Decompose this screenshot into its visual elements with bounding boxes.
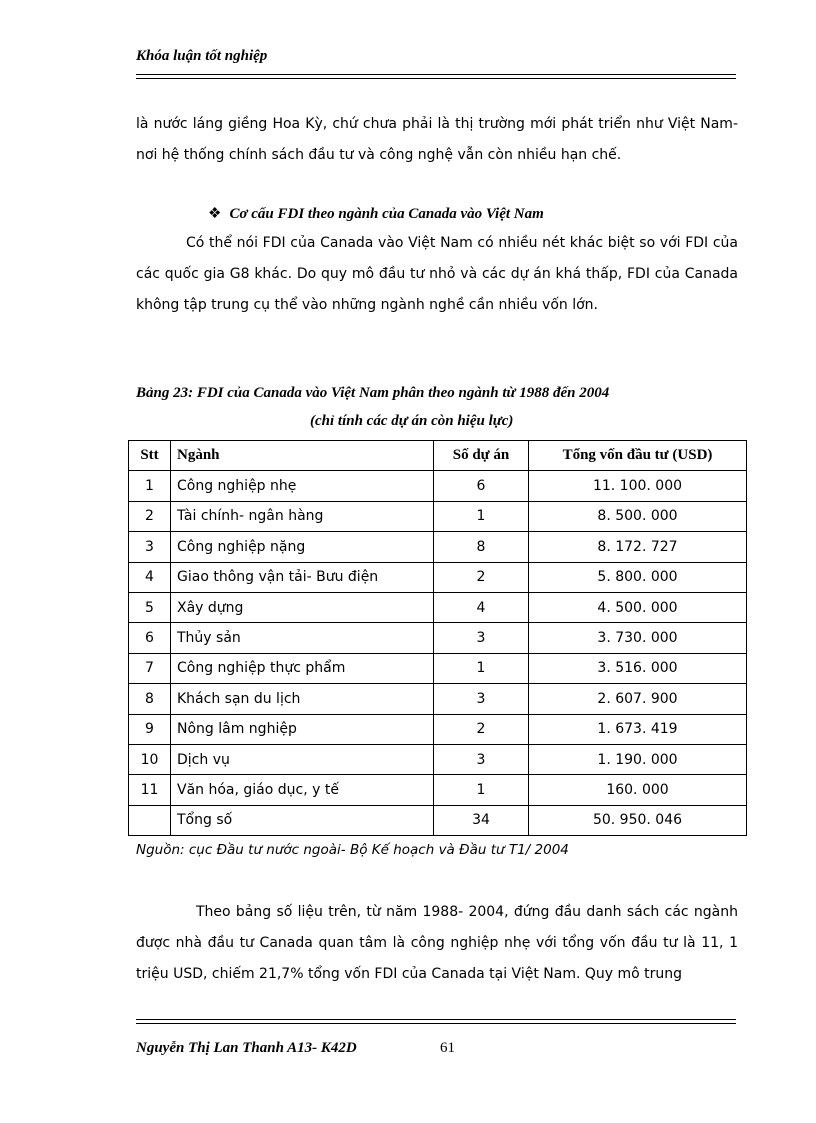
cell-sector: Thủy sản xyxy=(171,623,434,653)
cell-sector: Tài chính- ngân hàng xyxy=(171,501,434,531)
cell-stt: 4 xyxy=(129,562,171,592)
table-row xyxy=(129,744,747,774)
cell-sector: Văn hóa, giáo dục, y tế xyxy=(171,775,434,805)
cell-sector: Nông lâm nghiệp xyxy=(171,714,434,744)
table-row xyxy=(129,623,747,653)
cell-projects: 3 xyxy=(434,744,529,774)
table-subcaption: (chỉ tính các dự án còn hiệu lực) xyxy=(310,413,514,429)
cell-stt: 8 xyxy=(129,684,171,714)
cell-stt: 6 xyxy=(129,623,171,653)
cell-stt: 11 xyxy=(129,775,171,805)
cell-stt: 3 xyxy=(129,532,171,562)
paragraph-intro: là nước láng giềng Hoa Kỳ, chứ chưa phải là thị trường mới phát triển như Việt Nam- nơi hệ thống chính sách đầu tư và công nghệ vẫn còn nhiều hạn chế. xyxy=(136,116,738,163)
cell-capital: 5. 800. 000 xyxy=(529,562,747,592)
header-projects: Số dự án xyxy=(434,441,529,471)
cell-capital: 8. 172. 727 xyxy=(529,532,747,562)
cell-sector: Xây dựng xyxy=(171,592,434,622)
cell-sector: Giao thông vận tải- Bưu điện xyxy=(171,562,434,592)
section-heading-text: Cơ cấu FDI theo ngành của Canada vào Việt Nam xyxy=(229,206,544,222)
table-header-row xyxy=(129,441,747,471)
header-capital: Tổng vốn đầu tư (USD) xyxy=(529,441,747,471)
cell-projects: 1 xyxy=(434,775,529,805)
header-sector: Ngành xyxy=(171,441,434,471)
cell-stt: 2 xyxy=(129,501,171,531)
fdi-sector-table xyxy=(128,440,747,836)
cell-sector: Công nghiệp nặng xyxy=(171,532,434,562)
diamond-bullet-icon: ❖ xyxy=(208,206,222,222)
cell-projects: 6 xyxy=(434,471,529,501)
table-row xyxy=(129,471,747,501)
cell-capital: 8. 500. 000 xyxy=(529,501,747,531)
cell-stt: 1 xyxy=(129,471,171,501)
cell-sector: Dịch vụ xyxy=(171,744,434,774)
cell-projects: 3 xyxy=(434,684,529,714)
cell-projects: 2 xyxy=(434,714,529,744)
table-row xyxy=(129,532,747,562)
cell-capital: 1. 190. 000 xyxy=(529,744,747,774)
cell-projects: 3 xyxy=(434,623,529,653)
cell-sector: Khách sạn du lịch xyxy=(171,684,434,714)
cell-projects: 2 xyxy=(434,562,529,592)
header-title: Khóa luận tốt nghiệp xyxy=(136,48,268,64)
header-stt: Stt xyxy=(129,441,171,471)
table-row xyxy=(129,592,747,622)
cell-projects: 1 xyxy=(434,653,529,683)
page-number: 61 xyxy=(440,1040,455,1056)
footer-rule-thin xyxy=(136,1023,736,1024)
table-row xyxy=(129,653,747,683)
table-row xyxy=(129,775,747,805)
cell-sector: Công nghiệp thực phẩm xyxy=(171,653,434,683)
cell-projects: 8 xyxy=(434,532,529,562)
footer-rule xyxy=(136,1019,736,1020)
table-row xyxy=(129,562,747,592)
cell-capital: 160. 000 xyxy=(529,775,747,805)
cell-sector: Tổng số xyxy=(171,805,434,835)
cell-capital: 2. 607. 900 xyxy=(529,684,747,714)
table-row xyxy=(129,684,747,714)
cell-stt: 5 xyxy=(129,592,171,622)
table-row xyxy=(129,501,747,531)
table-row xyxy=(129,714,747,744)
table-source: Nguồn: cục Đầu tư nước ngoài- Bộ Kế hoạch và Đầu tư T1/ 2004 xyxy=(136,842,569,858)
cell-stt: 9 xyxy=(129,714,171,744)
header-rule-thin xyxy=(136,78,736,79)
cell-capital: 11. 100. 000 xyxy=(529,471,747,501)
cell-capital: 3. 516. 000 xyxy=(529,653,747,683)
cell-stt: 10 xyxy=(129,744,171,774)
table-total-row xyxy=(129,805,747,835)
cell-capital: 4. 500. 000 xyxy=(529,592,747,622)
cell-capital: 50. 950. 046 xyxy=(529,805,747,835)
paragraph-analysis: Theo bảng số liệu trên, từ năm 1988- 2004, đứng đầu danh sách các ngành được nhà đầu tư Canada quan tâm là công nghiệp nhẹ với tổng vốn đầu tư là 11, 1 triệu USD, chiếm 21,7% tổng vốn FDI của Canada tại Việt Nam. Quy mô trung xyxy=(136,904,738,982)
cell-capital: 3. 730. 000 xyxy=(529,623,747,653)
cell-projects: 34 xyxy=(434,805,529,835)
section-heading xyxy=(208,201,544,227)
table-body xyxy=(129,471,747,836)
cell-stt xyxy=(129,805,171,835)
paragraph-fdi-overview: Có thể nói FDI của Canada vào Việt Nam có nhiều nét khác biệt so với FDI của các quốc gia G8 khác. Do quy mô đầu tư nhỏ và các dự án khá thấp, FDI của Canada không tập trung cụ thể vào những ngành nghề cần nhiều vốn lớn. xyxy=(136,235,738,313)
cell-capital: 1. 673. 419 xyxy=(529,714,747,744)
cell-sector: Công nghiệp nhẹ xyxy=(171,471,434,501)
table-caption: Bảng 23: FDI của Canada vào Việt Nam phân theo ngành từ 1988 đến 2004 xyxy=(136,385,610,401)
cell-projects: 1 xyxy=(434,501,529,531)
cell-stt: 7 xyxy=(129,653,171,683)
cell-projects: 4 xyxy=(434,592,529,622)
header-rule xyxy=(136,74,736,75)
footer-author: Nguyễn Thị Lan Thanh A13- K42D xyxy=(136,1040,357,1056)
